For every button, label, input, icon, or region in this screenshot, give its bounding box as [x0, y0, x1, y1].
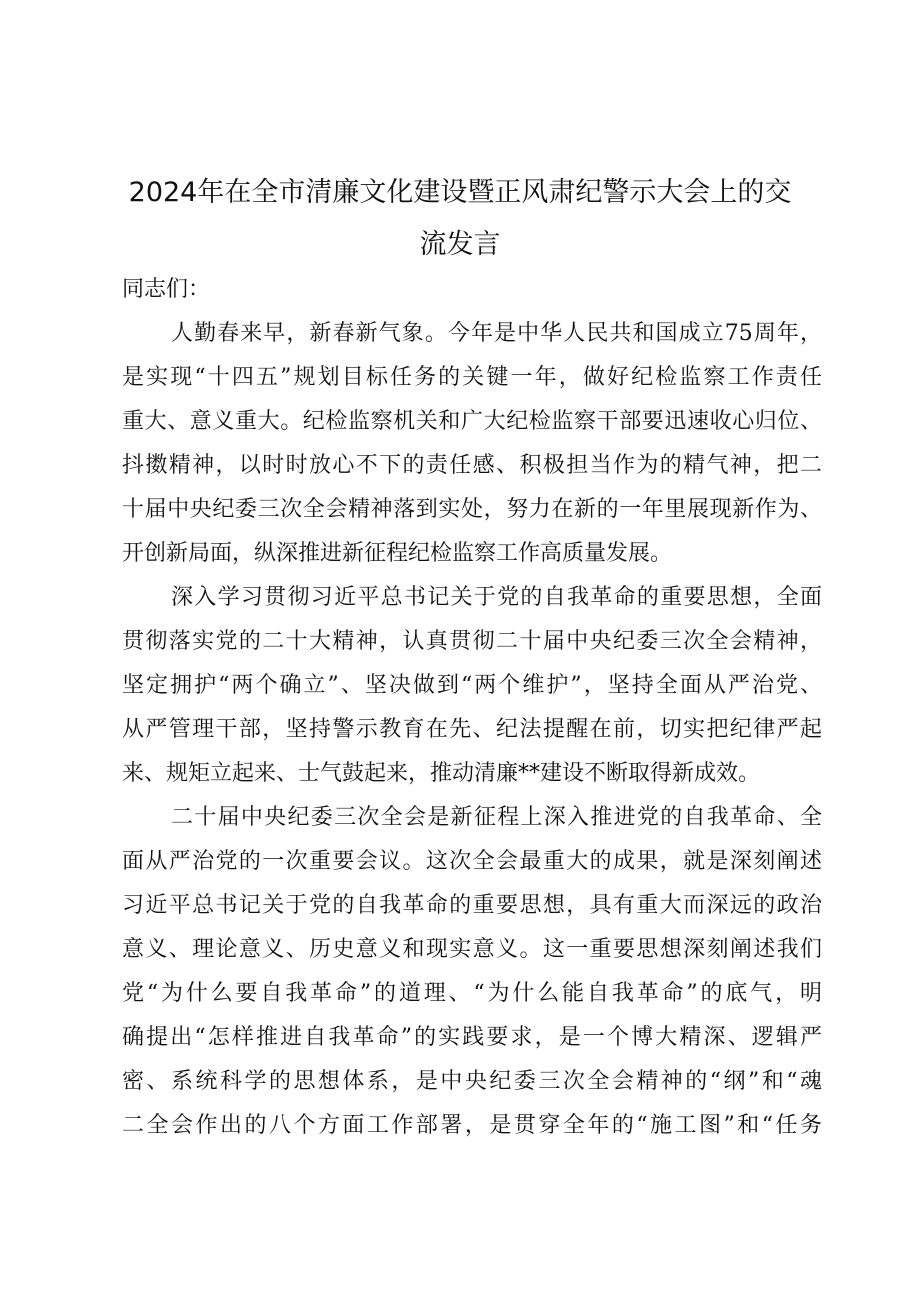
paragraph-3-line: 确提出“怎样推进自我革命”的实践要求，是一个博大精深、逻辑严 [122, 1025, 822, 1050]
paragraph-3-line: 面从严治党的一次重要会议。这次全会最重大的成果，就是深刻阐述 [122, 849, 822, 874]
paragraph-1-line: 是实现“十四五”规划目标任务的关键一年，做好纪检监察工作责任 [122, 365, 822, 390]
document-title-line-1: 2024年在全市清廉文化建设暨正风肃纪警示大会上的交 [128, 177, 792, 208]
paragraph-2-line: 深入学习贯彻习近平总书记关于党的自我革命的重要思想，全面 [171, 585, 822, 610]
paragraph-3-line: 党“为什么要自我革命”的道理、“为什么能自我革命”的底气，明 [122, 981, 822, 1006]
paragraph-2-line: 贯彻落实党的二十大精神，认真贯彻二十届中央纪委三次全会精神， [122, 629, 822, 654]
paragraph-3-line: 密、系统科学的思想体系，是中央纪委三次全会精神的“纲”和“魂 [122, 1069, 822, 1094]
paragraph-3-line: 二十届中央纪委三次全会是新征程上深入推进党的自我革命、全 [171, 805, 822, 830]
paragraph-3-line: 意义、理论意义、历史意义和现实意义。这一重要思想深刻阐述我们 [122, 937, 822, 962]
paragraph-2-line: 坚定拥护“两个确立”、坚决做到“两个维护”，坚持全面从严治党、 [122, 673, 822, 698]
document-title-line-2: 流发言 [419, 229, 501, 260]
salutation: 同志们： [122, 277, 211, 302]
paragraph-1-line: 人勤春来早，新春新气象。今年是中华人民共和国成立75周年， [171, 321, 822, 346]
paragraph-1-line: 开创新局面，纵深推进新征程纪检监察工作高质量发展。 [122, 541, 673, 566]
paragraph-3-line: 习近平总书记关于党的自我革命的重要思想，具有重大而深远的政治 [122, 893, 822, 918]
paragraph-2-line: 从严管理干部，坚持警示教育在先、纪法提醒在前，切实把纪律严起 [122, 717, 822, 742]
paragraph-1-line: 抖擞精神，以时时放心不下的责任感、积极担当作为的精气神，把二 [122, 453, 822, 478]
paragraph-1-line: 重大、意义重大。纪检监察机关和广大纪检监察干部要迅速收心归位、 [122, 409, 822, 434]
paragraph-3-line: 二全会作出的八个方面工作部署，是贯穿全年的“施工图”和“任务 [122, 1113, 822, 1138]
paragraph-1-line: 十届中央纪委三次全会精神落到实处，努力在新的一年里展现新作为、 [122, 497, 822, 522]
paragraph-2-line: 来、规矩立起来、士气鼓起来，推动清廉**建设不断取得新成效。 [122, 761, 761, 786]
